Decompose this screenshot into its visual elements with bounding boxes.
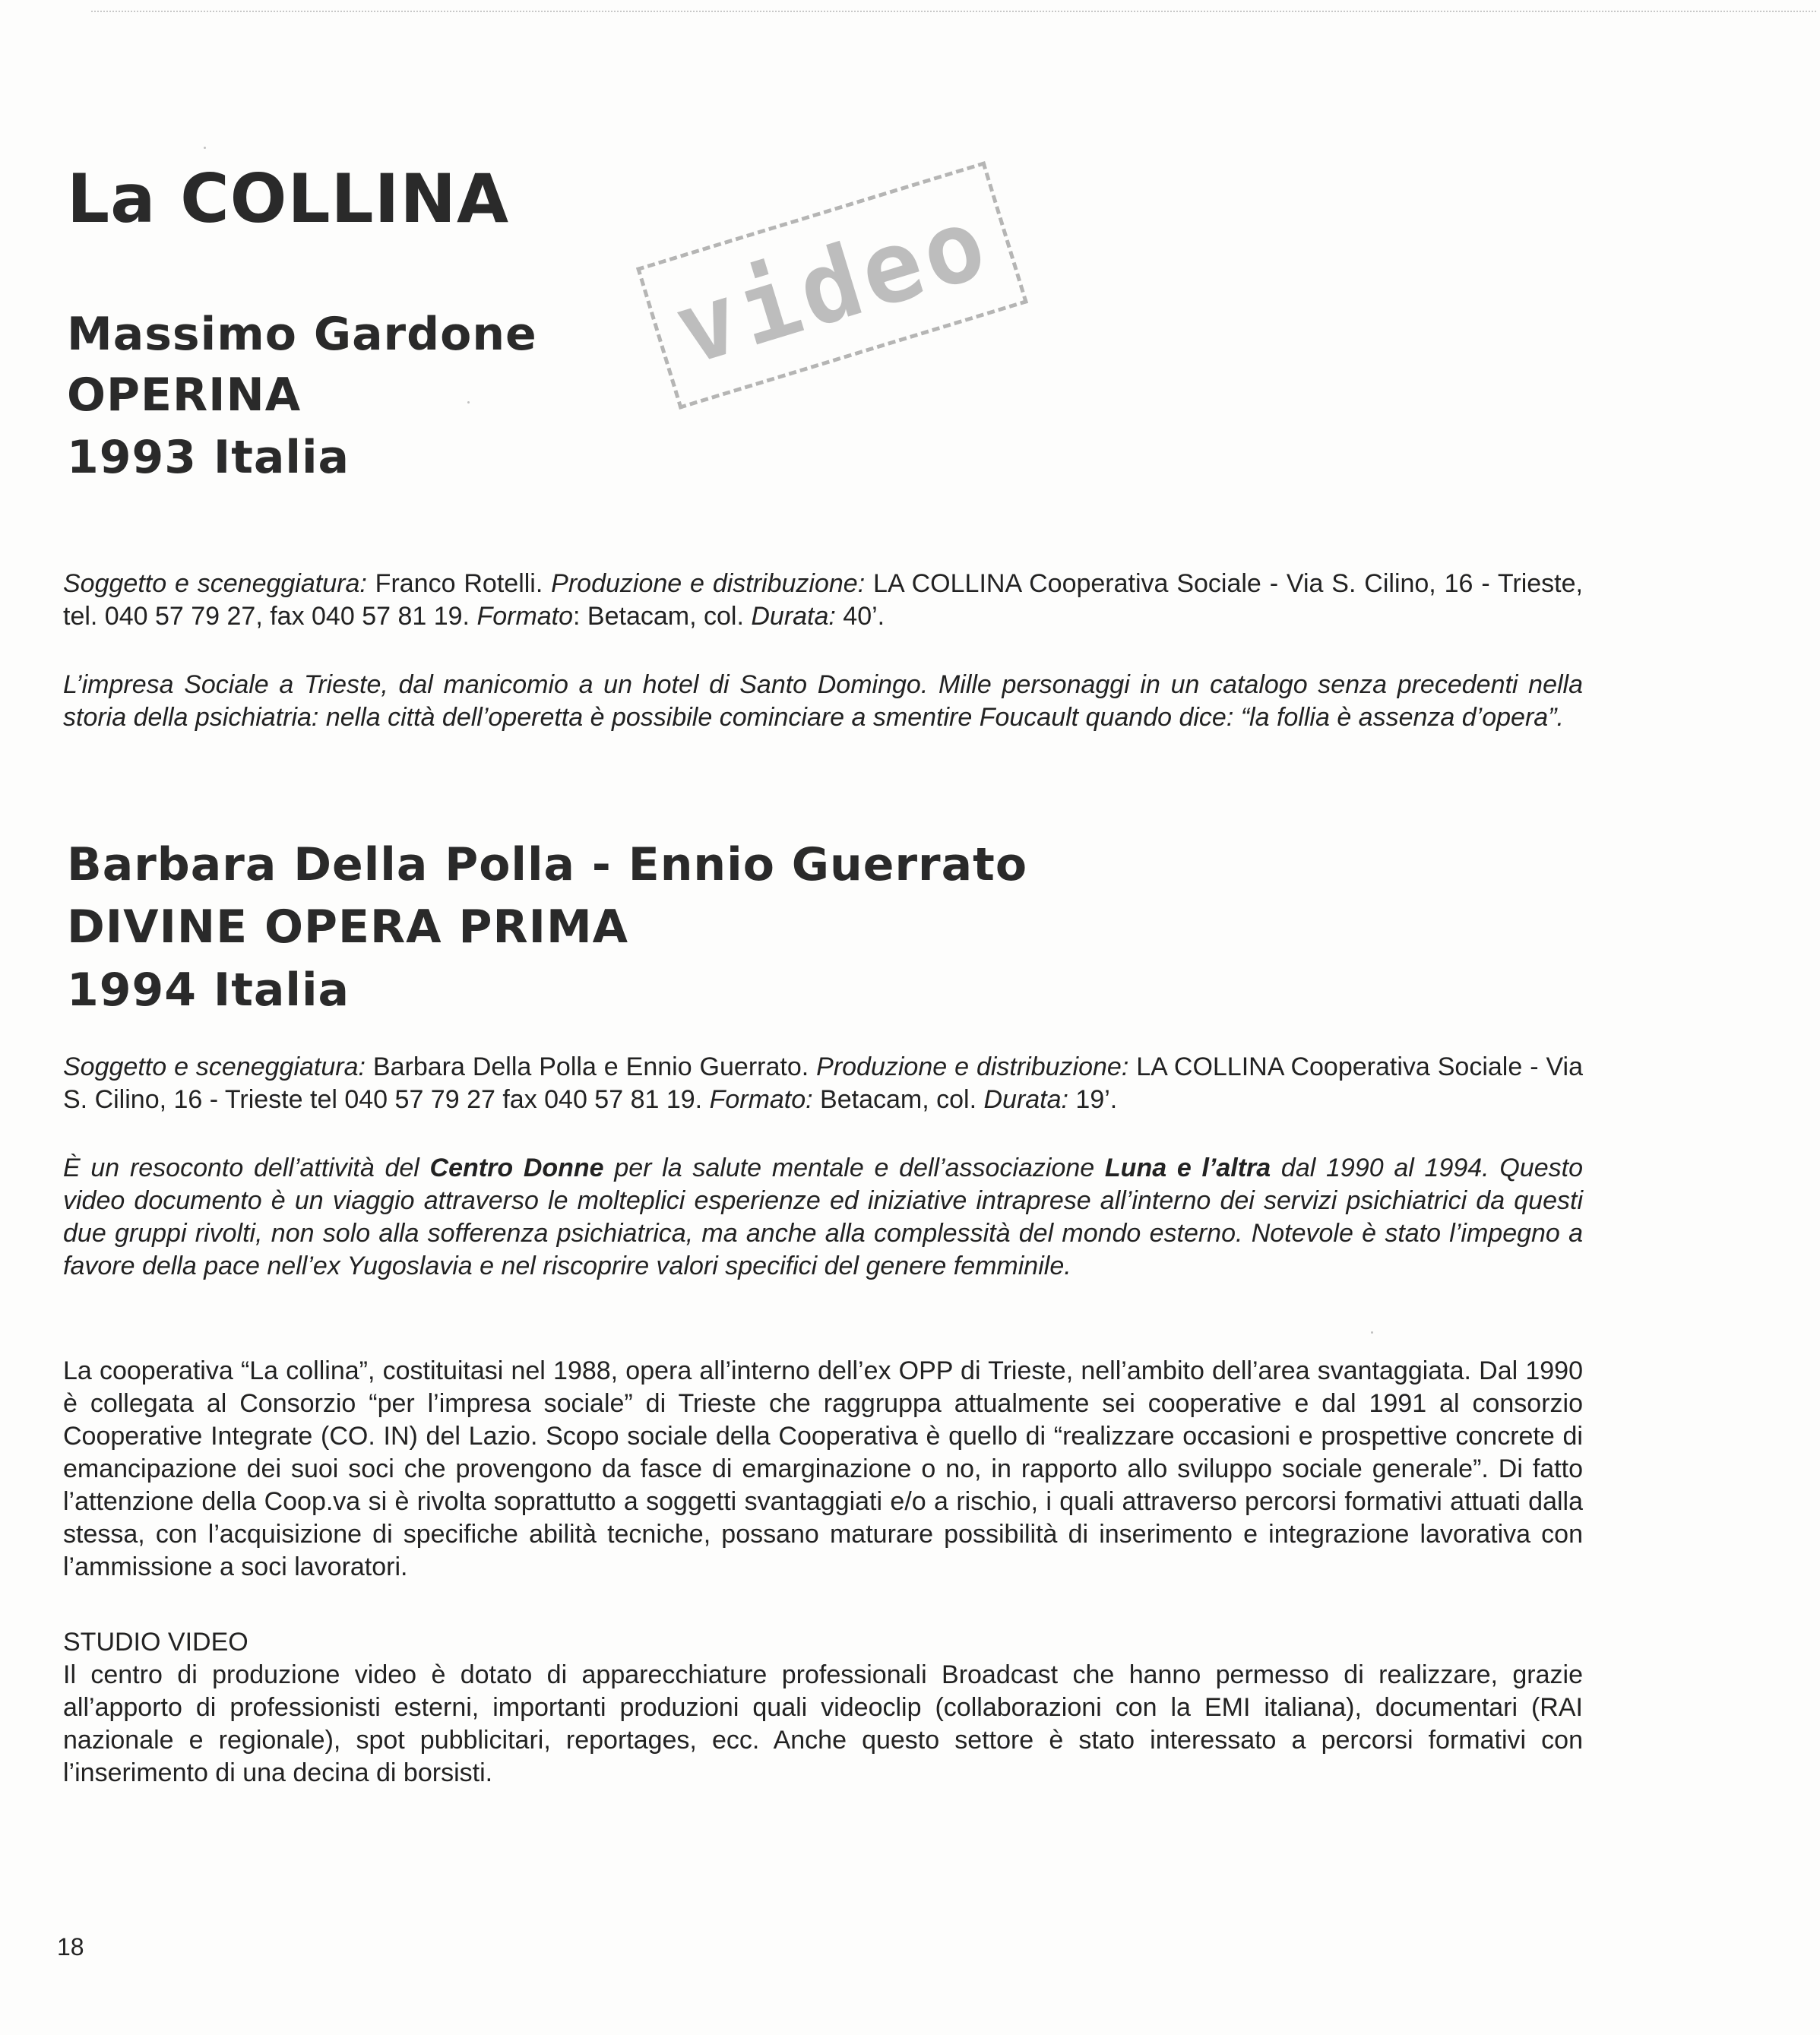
video-stamp-text: video [662, 183, 1002, 388]
entry2-format: Betacam, col. [812, 1085, 984, 1114]
scan-speck [204, 147, 206, 149]
entry1-title: OPERINA [67, 369, 302, 422]
entry1-format: : Betacam, col. [573, 602, 752, 631]
entry2-desc-centro-donne: Centro Donne [429, 1154, 604, 1182]
entry2-label-duration: Durata: [983, 1085, 1068, 1114]
entry2-label-production: Produzione e distribuzione: [816, 1052, 1129, 1081]
entry2-year-country: 1994 Italia [67, 964, 350, 1017]
entry1-year-country: 1993 Italia [67, 431, 350, 484]
entry2-desc-part3: dal 1990 al 1994. Questo video documento è un viaggio attraverso le molteplici esperienze ed iniziative intraprese all’interno dei servizi psichiatrici da questi due gruppi rivolti, non solo alla sofferenza psichiatrica, ma anche alla complessità del mondo esterno. Notevole è stato l’impegno a favore della pace nell’ex Yugoslavia e nel riscoprire valori specifici del genere femminile. [63, 1154, 1583, 1280]
entry2-title: DIVINE OPERA PRIMA [67, 900, 629, 954]
scan-speck [467, 401, 470, 404]
entry2-desc-luna-e-laltra: Luna e l’altra [1104, 1154, 1271, 1182]
top-dotted-rule [91, 11, 1816, 12]
entry2-author: Barbara Della Polla - Ennio Guerrato [67, 838, 1028, 891]
entry1-label-format: Formato [476, 602, 574, 631]
entry2-desc-part2: per la salute mentale e dell’associazione [603, 1154, 1105, 1182]
studio-video-section [63, 1626, 1583, 1790]
entry1-duration: 40’. [835, 602, 885, 631]
entry2-production: LA COLLINA Cooperativa Sociale - Via S. Cilino, 16 - Trieste tel 040 57 79 27 fax 040 57 81 19. [63, 1052, 1584, 1114]
page-number: 18 [57, 1933, 84, 1961]
entry1-description: L’impresa Sociale a Trieste, dal manicomio a un hotel di Santo Domingo. Mille personaggi in un catalogo senza precedenti nella storia della psichiatria: nella città dell’operetta è possibile cominciare a smentire Foucault quando dice: “la follia è assenza d’opera”. [63, 670, 1583, 732]
entry2-desc-part1: È un resoconto dell’attività del [63, 1154, 430, 1182]
entry2-description [63, 1152, 1583, 1283]
entry2-label-subject: Soggetto e sceneggiatura: [63, 1052, 366, 1081]
entry2-credits [63, 1051, 1583, 1116]
entry2-subject: Barbara Della Polla e Ennio Guerrato. [365, 1052, 817, 1081]
entry1-production: LA COLLINA Cooperativa Sociale - Via S. Cilino, 16 - Trieste, tel. 040 57 79 27, fax 040 57 81 19. [63, 569, 1583, 631]
video-stamp [636, 161, 1028, 410]
entry2-label-format: Formato: [709, 1085, 813, 1114]
studio-video-heading: STUDIO VIDEO [63, 1628, 248, 1657]
entry2-duration: 19’. [1068, 1085, 1118, 1114]
entry1-author: Massimo Gardone [67, 308, 537, 361]
cooperative-paragraph: La cooperativa “La collina”, costituitasi nel 1988, opera all’interno dell’ex OPP di Trieste, nell’ambito dell’area svantaggiata. Dal 1990 è collegata al Consorzio “per l’impresa sociale” di Trieste che raggruppa attualmente sei cooperative e dal 1991 al consorzio Cooperative Integrate (CO. IN) del Lazio. Scopo sociale della Cooperativa è quello di “realizzare occasioni e prospettive concrete di emancipazione dei suoi soci che provengono da fasce di emarginazione o no, in rapporto allo sviluppo sociale generale”. Di fatto l’attenzione della Coop.va si è rivolta soprattutto a soggetti svantaggiati e/o a rischio, i quali attraverso percorsi formativi attuati dalla stessa, con l’acquisizione di specifiche abilità tecniche, possano maturare possibilità di inserimento e integrazione lavorativa con l’ammissione a soci lavoratori. [63, 1356, 1583, 1581]
entry1-label-duration: Durata: [751, 602, 836, 631]
organization-title: La COLLINA [67, 160, 510, 238]
studio-video-text: Il centro di produzione video è dotato di apparecchiature professionali Broadcast che hanno permesso di realizzare, grazie all’apporto di professionisti esterni, importanti produzioni quali videoclip (collaborazioni con la EMI italiana), documentari (RAI nazionale e regionale), spot pubblicitari, reportages, ecc. Anche questo settore è stato interessato a percorsi formativi con l’inserimento di una decina di borsisti. [63, 1660, 1583, 1787]
entry1-label-production: Produzione e distribuzione: [551, 569, 866, 598]
entry1-label-subject: Soggetto e sceneggiatura: [63, 569, 367, 598]
scan-speck [1371, 1331, 1373, 1334]
entry1-subject: Franco Rotelli. [366, 569, 552, 598]
entry1-credits [63, 568, 1583, 633]
